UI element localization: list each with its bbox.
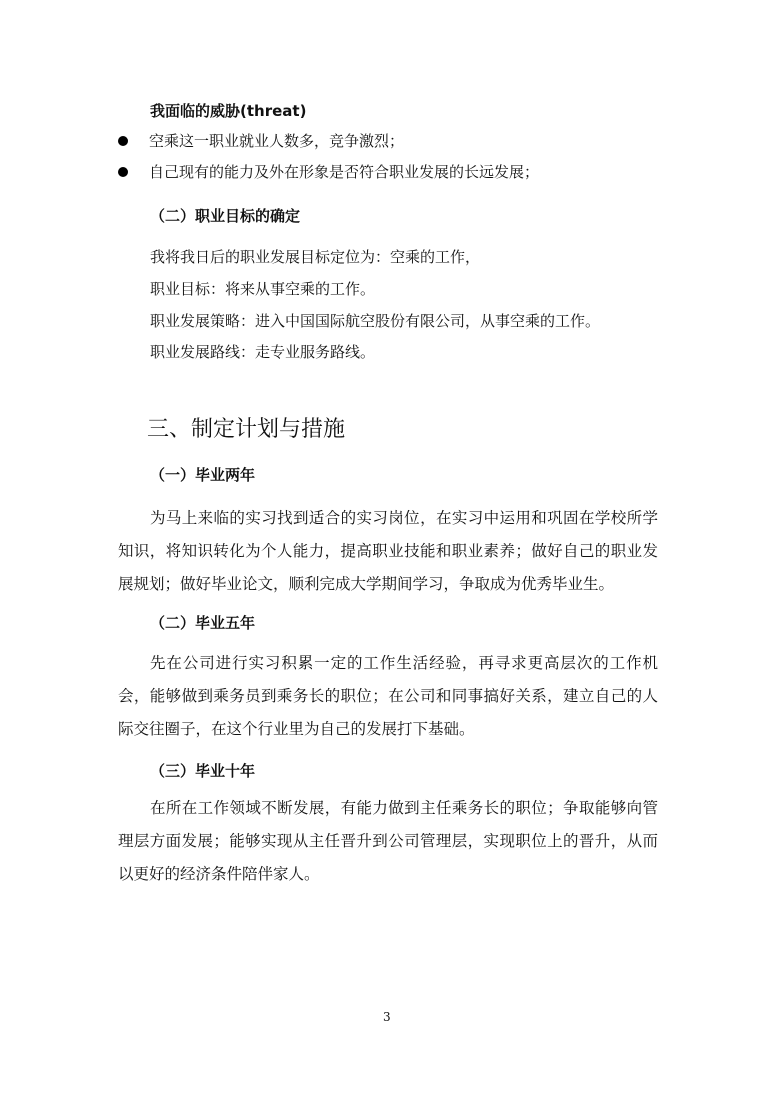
goal-heading: （二）职业目标的确定 <box>150 207 301 225</box>
bullet-text: 自己现有的能力及外在形象是否符合职业发展的长远发展； <box>149 163 540 181</box>
page-number: 3 <box>383 1010 391 1024</box>
stage-paragraph: 为马上来临的实习找到适合的实习岗位，在实习中运用和巩固在学校所学知识，将知识转化为个人能力，提高职业技能和职业素养；做好自己的职业发展规划；做好毕业论文，顺利完成大学期间学习，争取成为优秀毕业生。 <box>118 509 658 593</box>
bullet-item <box>118 161 539 182</box>
stage-heading: （二）毕业五年 <box>150 614 256 632</box>
stage-heading: （三）毕业十年 <box>150 762 256 780</box>
bullet-icon <box>118 136 128 146</box>
bullet-text: 空乘这一职业就业人数多，竞争激烈； <box>149 132 405 150</box>
stage-paragraph: 先在公司进行实习积累一定的工作生活经验，再寻求更高层次的工作机会，能够做到乘务员到乘务长的职位；在公司和同事搞好关系，建立自己的人际交往圈子，在这个行业里为自己的发展打下基础。 <box>118 654 658 738</box>
goal-line: 职业发展策略：进入中国国际航空股份有限公司，从事空乘的工作。 <box>150 312 601 330</box>
goal-line: 职业目标：将来从事空乘的工作。 <box>150 280 376 298</box>
threat-heading: 我面临的威胁(threat) <box>150 102 307 120</box>
goal-line: 职业发展路线：走专业服务路线。 <box>150 343 376 361</box>
stage-heading: （一）毕业两年 <box>150 466 256 484</box>
bullet-item <box>118 130 404 151</box>
bullet-icon <box>118 167 128 177</box>
section-heading: 三、制定计划与措施 <box>147 417 346 442</box>
goal-line: 我将我日后的职业发展目标定位为：空乘的工作， <box>150 248 481 266</box>
stage-paragraph: 在所在工作领域不断发展，有能力做到主任乘务长的职位；争取能够向管理层方面发展；能够实现从主任晋升到公司管理层，实现职位上的晋升，从而以更好的经济条件陪伴家人。 <box>118 799 658 883</box>
